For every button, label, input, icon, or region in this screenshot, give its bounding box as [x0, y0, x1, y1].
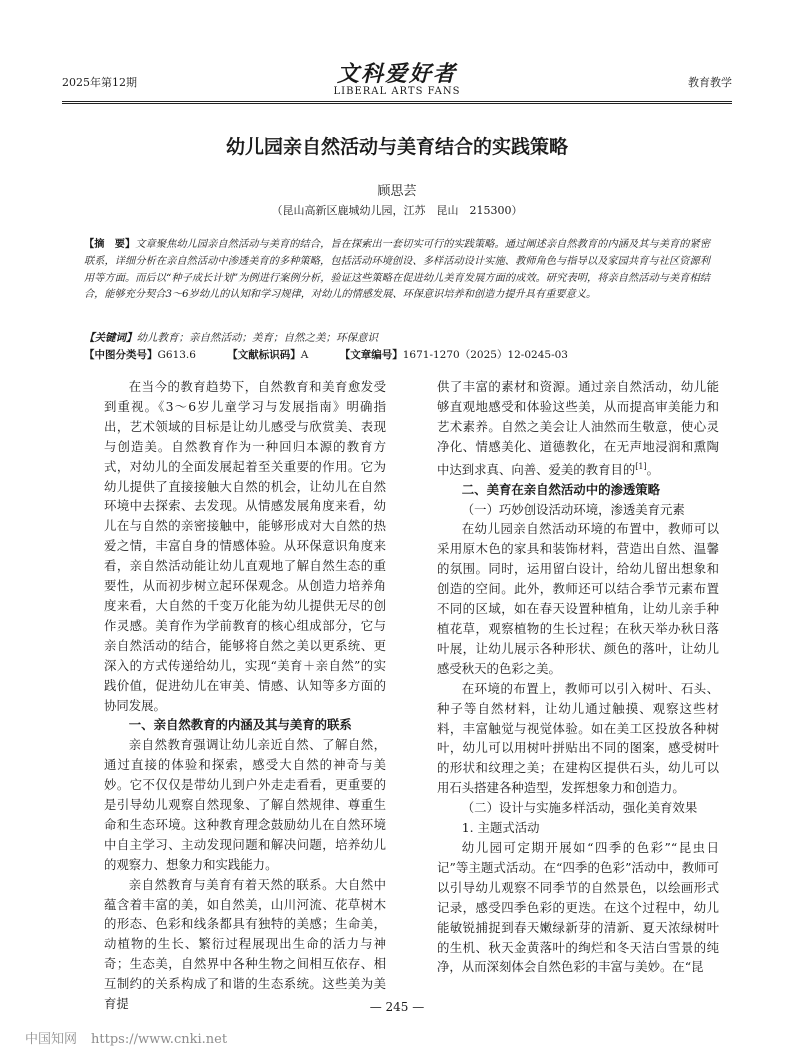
subsubsection-heading: 1. 主题式活动	[461, 820, 540, 836]
clc-label: 【中图分类号】	[84, 349, 158, 361]
logo-chinese: 文科爱好者	[336, 61, 458, 87]
keywords-label: 【关键词】	[84, 332, 137, 344]
cnki-url: https://www.cnki.net	[91, 1032, 228, 1047]
section-heading: 二、美育在亲自然活动中的渗透策略	[461, 481, 661, 497]
section-heading: 一、亲自然教育的内涵及其与美育的联系	[128, 717, 352, 733]
paragraph: 亲自然教育强调让幼儿亲近自然、了解自然，通过直接的体验和探索，感受大自然的神奇与美妙。它不仅仅是带幼儿到户外走走看看，更重要的是引导幼儿观察自然现象、了解自然规律、尊重生命和生态环境。这种教育理念鼓励幼儿在自然环境中自主学习、主动发现问题和解决问题，培养幼儿的观察力、想象力和实践能力。	[104, 737, 386, 872]
issue-label: 2025年第12期	[62, 76, 137, 89]
cnki-label: 中国知网	[25, 1032, 78, 1047]
subsection-heading: （二）设计与实施多样活动，强化美育效果	[461, 800, 698, 816]
header-rule-secondary	[62, 103, 732, 104]
journal-logo	[334, 62, 461, 98]
citation-ref: [1]	[635, 461, 647, 471]
keywords-text: 幼儿教育；亲自然活动；美育；自然之美；环保意识	[136, 332, 378, 344]
body-column-right	[437, 377, 719, 977]
article-no-label: 【文章编号】	[339, 349, 403, 361]
clc-value: G613.6	[157, 349, 196, 361]
doc-code-group	[227, 349, 322, 361]
page-number: — 245 —	[369, 1000, 425, 1014]
watermark-footer	[25, 1028, 241, 1047]
section-label: 教育教学	[688, 76, 732, 89]
article-no-group	[340, 349, 582, 361]
logo-english: LIBERAL ARTS FANS	[333, 86, 461, 97]
keywords	[84, 330, 710, 347]
doc-code-value: A	[300, 349, 309, 361]
article-title: 幼儿园亲自然活动与美育结合的实践策略	[225, 136, 568, 158]
doc-code-label: 【文献标识码】	[227, 349, 301, 361]
subsection-heading: （一）巧妙创设活动环境，渗透美育元素	[461, 501, 685, 517]
paragraph-text: 供了丰富的素材和资源。通过亲自然活动，幼儿能够直观地感受和体验这些美，从而提高审美能力和艺术素养。自然之美会让人油然而生敬意，使心灵净化、情感美化、道德教化，在无声地浸润和熏陶中达到求真、向善、爱美的教育目的	[437, 379, 719, 477]
abstract-label: 【摘 要】	[84, 238, 136, 250]
paragraph-end: 。	[646, 461, 659, 477]
clc-group	[84, 349, 210, 361]
classification-line	[84, 347, 710, 364]
paragraph: 幼儿园可定期开展如“四季的色彩”“昆虫日记”等主题式活动。在“四季的色彩”活动中，教师可以引导幼儿观察不同季节的自然景色，以绘画形式记录，感受四季色彩的更迭。在这个过程中，幼儿能敏锐捕捉到春天嫩绿新芽的清新、夏天浓绿树叶的生机、秋天金黄落叶的绚烂和冬天洁白雪景的纯净，从而深刻体会自然色彩的丰富与美妙。在“昆	[437, 839, 719, 975]
paragraph-continued	[437, 377, 719, 480]
author-affiliation: （昆山高新区鹿城幼儿园，江苏 昆山 215300）	[271, 204, 523, 217]
abstract-text: 文章聚焦幼儿园亲自然活动与美育的结合，旨在探索出一套切实可行的实践策略。通过阐述亲自然教育的内涵及其与美育的紧密联系，详细分析在亲自然活动中渗透美育的多种策略，包括活动环境创设、多样活动设计实施、教师角色与指导以及家园共育与社区资源利用等方面。而后以“种子成长计划”为例进行案例分析，验证这些策略在促进幼儿美育发展方面的成效。研究表明，将亲自然活动与美育相结合，能够充分契合3～6岁幼儿的认知和学习规律，对幼儿的情感发展、环保意识培养和创造力提升具有重要意义。	[84, 239, 711, 301]
paragraph: 亲自然教育与美育有着天然的联系。大自然中蕴含着丰富的美，如自然美，山川河流、花草树木的形态、色彩和线条都具有独特的美感；生命美，动植物的生长、繁衍过程展现出生命的活力与神奇；生态美，自然界中各种生物之间相互依存、相互制约的关系构成了和谐的生态系统。这些美为美育提	[104, 876, 386, 1012]
abstract	[84, 236, 710, 304]
article-no-value: 1671-1270（2025）12-0245-03	[402, 349, 568, 361]
paragraph: 在幼儿园亲自然活动环境的布置中，教师可以采用原木色的家具和装饰材料，营造出自然、温馨的氛围。同时，运用留白设计，给幼儿留出想象和创造的空间。此外，教师还可以结合季节元素布置不同的区域，如在春天设置种植角，让幼儿亲手种植花草，观察植物的生长过程；在秋天举办秋日落叶展，让幼儿展示各种形状、颜色的落叶，让幼儿感受秋天的色彩之美。	[437, 521, 719, 676]
body-column-left	[104, 377, 386, 1014]
author-name: 顾思芸	[377, 184, 417, 199]
paragraph: 在当今的教育趋势下，自然教育和美育愈发受到重视。《3～6岁儿童学习与发展指南》明确指出，艺术领域的目标是让幼儿感受与欣赏美、表现与创造美。自然教育作为一种回归本源的教育方式，对幼儿的全面发展起着至关重要的作用。它为幼儿提供了直接接触大自然的机会，让幼儿在自然环境中去探索、去发现。从情感发展角度来看，幼儿在与自然的亲密接触中，能够形成对大自然的热爱之情，丰富自身的情感体验。从环保意识角度来看，亲自然活动能让幼儿直观地了解自然生态的重要性，从而初步树立起环保观念。从创造力培养角度来看，大自然的千变万化能为幼儿提供无尽的创作灵感。美育作为学前教育的核心组成部分，它与亲自然活动的结合，能够将自然之美以更系统、更深入的方式传递给幼儿，实现“美育＋亲自然”的实践价值，促进幼儿在审美、情感、认知等多方面的协同发展。	[104, 379, 386, 713]
page-header	[62, 62, 732, 102]
header-rule	[62, 101, 732, 102]
paragraph: 在环境的布置上，教师可以引入树叶、石头、种子等自然材料，让幼儿通过触摸、观察这些材料，丰富触觉与视觉体验。如在美工区投放各种树叶，幼儿可以用树叶拼贴出不同的图案，感受树叶的形状和纹理之美；在建构区提供石头，幼儿可以用石头搭建各种造型，发挥想象力和创造力。	[437, 680, 719, 796]
